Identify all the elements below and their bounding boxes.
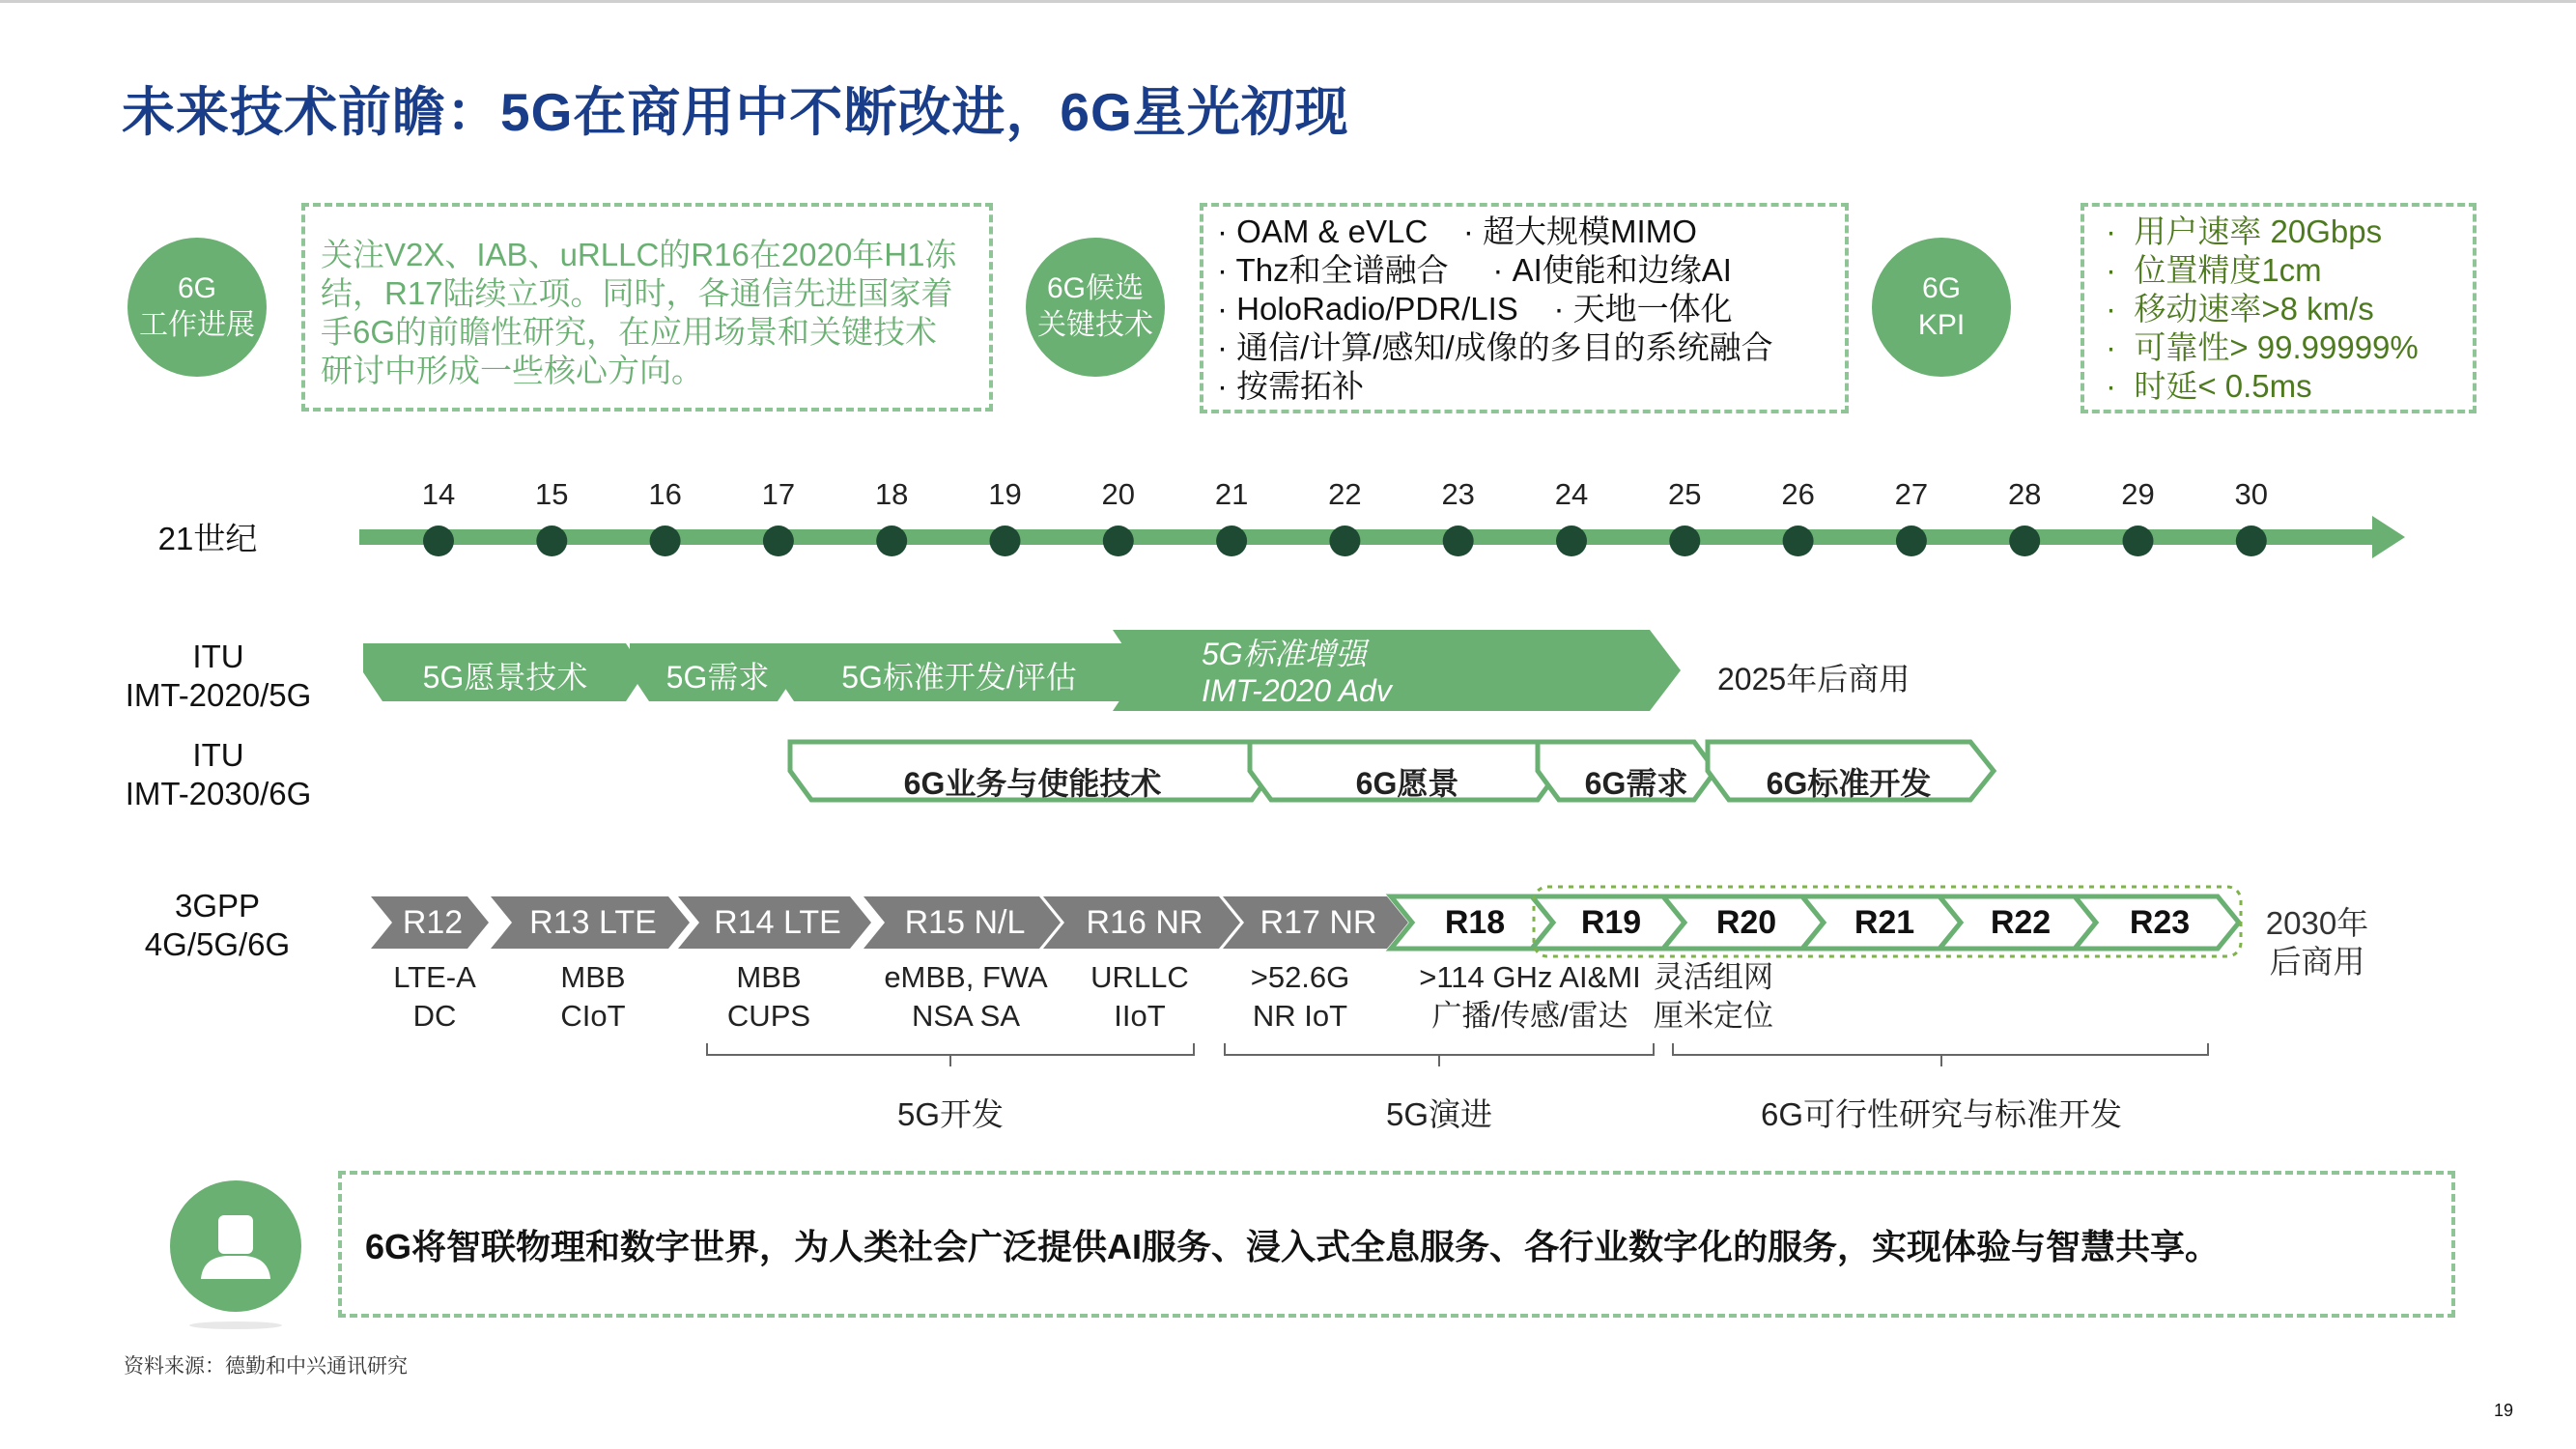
badge-line: 工作进展	[139, 309, 255, 341]
gpp-commercial-note	[2254, 904, 2380, 981]
release-label: R15 N/L	[904, 904, 1026, 941]
person-icon	[170, 1180, 301, 1312]
release-note	[1404, 958, 1656, 1036]
note-line: MBB	[560, 960, 626, 994]
group-label-5g-evolution: 5G演进	[1385, 1096, 1493, 1132]
year-dot	[1896, 526, 1927, 556]
year-dot	[2236, 526, 2267, 556]
phase-label: 5G标准开发/评估	[841, 660, 1077, 695]
year-label: 26	[1781, 477, 1815, 511]
label-line: IMT-2020/5G	[125, 677, 312, 713]
phase-label: 5G需求	[665, 660, 770, 695]
release-label: R19	[1580, 904, 1642, 941]
itu6g-label	[104, 736, 332, 813]
phase-label: 6G标准开发	[1766, 766, 1932, 801]
note-line: MBB	[736, 960, 802, 994]
note-line: >52.6G	[1250, 960, 1350, 994]
itu5g-commercial-note: 2025年后商用	[1717, 662, 1911, 696]
year-label: 16	[648, 477, 682, 511]
phase-line: 5G标准增强	[1202, 637, 1367, 671]
label-line: 3GPP	[174, 888, 261, 923]
year-label: 25	[1668, 477, 1702, 511]
release-note	[348, 958, 522, 1036]
tech-item: · 通信/计算/感知/成像的多目的系统融合	[1217, 329, 1773, 365]
year-label: 18	[874, 477, 909, 511]
year-label: 30	[2234, 477, 2269, 511]
progress-line: 手6G的前瞻性研究，在应用场景和关键技术	[321, 314, 938, 350]
year-label: 17	[761, 477, 796, 511]
year-dot	[2009, 526, 2040, 556]
vision-text: 6G将智联物理和数字世界，为人类社会广泛提供AI服务、浸入式全息服务、各行业数字化的服务，实现体验与智慧共享。	[365, 1226, 2221, 1266]
tech-item: · Thz和全谱融合 · AI使能和边缘AI	[1217, 252, 1732, 288]
badge-line: 关键技术	[1037, 309, 1153, 341]
brace-5g-dev	[707, 1043, 1194, 1066]
phase-label: 6G业务与使能技术	[903, 766, 1162, 801]
label-line: 后商用	[2269, 944, 2365, 980]
year-dot	[650, 526, 681, 556]
year-dot	[1216, 526, 1247, 556]
note-line: URLLC	[1090, 960, 1189, 994]
label-line: ITU	[192, 737, 244, 773]
phase-line: IMT-2020 Adv	[1202, 673, 1392, 708]
brace-5g-evolution	[1225, 1043, 1654, 1066]
year-label: 24	[1554, 477, 1589, 511]
release-note	[682, 958, 856, 1036]
note-line: LTE-A	[393, 960, 476, 994]
label-line: 2030年	[2265, 905, 2369, 941]
year-label: 15	[535, 477, 569, 511]
year-label: 29	[2121, 477, 2155, 511]
progress-line: 关注V2X、IAB、uRLLC的R16在2020年H1冻	[321, 237, 957, 272]
badge-line: 6G	[177, 272, 217, 304]
year-dot	[1329, 526, 1360, 556]
group-label-6g-research: 6G可行性研究与标准开发	[1760, 1096, 2123, 1132]
year-dot	[1103, 526, 1134, 556]
phase-label: 6G需求	[1584, 766, 1688, 801]
phase-label: 6G愿景	[1355, 766, 1459, 801]
year-dot	[1443, 526, 1474, 556]
progress-line: 结，R17陆续立项。同时，各通信先进国家着	[321, 275, 953, 311]
year-label: 20	[1101, 477, 1136, 511]
year-dot	[1556, 526, 1587, 556]
source-note: 资料来源：德勤和中兴通讯研究	[124, 1355, 408, 1378]
badge-line: 6G候选	[1046, 272, 1145, 304]
page-number: 19	[2494, 1401, 2514, 1420]
release-label: R20	[1715, 904, 1777, 941]
release-label: R16 NR	[1086, 904, 1203, 941]
year-label: 19	[988, 477, 1022, 511]
year-dot	[763, 526, 794, 556]
release-note	[1053, 958, 1227, 1036]
label-line: IMT-2030/6G	[125, 776, 312, 811]
kpi-item: · 位置精度1cm	[2106, 252, 2322, 288]
note-line: 广播/传感/雷达	[1431, 999, 1628, 1033]
avatar	[170, 1180, 301, 1312]
year-dot	[536, 526, 567, 556]
year-dot	[1783, 526, 1814, 556]
timeline-arrowhead	[2372, 516, 2405, 558]
note-line: CUPS	[726, 999, 811, 1033]
year-label: 21	[1214, 477, 1249, 511]
note-line: eMBB, FWA	[884, 960, 1048, 994]
year-dot	[2123, 526, 2154, 556]
kpi-item: · 用户速率 20Gbps	[2106, 213, 2383, 249]
note-line: DC	[412, 999, 457, 1033]
year-dot	[990, 526, 1021, 556]
note-line: 灵活组网	[1654, 960, 1773, 994]
note-line: 厘米定位	[1654, 999, 1773, 1033]
release-note	[1654, 958, 1798, 1036]
avatar-shadow	[189, 1321, 282, 1329]
release-label: R21	[1854, 904, 1915, 941]
tech-item: · 按需拓补	[1217, 368, 1365, 404]
year-label: 27	[1894, 477, 1929, 511]
year-dot	[423, 526, 454, 556]
badge-line: 6G	[1921, 272, 1962, 304]
phase-label: 5G愿景技术	[422, 660, 588, 695]
vision-box	[338, 1171, 2455, 1318]
release-label: R23	[2129, 904, 2191, 941]
tech-item: · OAM & eVLC · 超大规模MIMO	[1217, 213, 1697, 249]
note-line: NSA SA	[912, 999, 1020, 1033]
century-label: 21世纪	[157, 521, 258, 556]
itu5g-label	[104, 638, 332, 715]
note-line: NR IoT	[1252, 999, 1348, 1033]
release-label: R18	[1444, 904, 1506, 941]
kpi-item: · 时延< 0.5ms	[2106, 368, 2312, 404]
tech-item: · HoloRadio/PDR/LIS · 天地一体化	[1217, 291, 1733, 327]
release-note	[1213, 958, 1387, 1036]
progress-line: 研讨中形成一些核心方向。	[321, 353, 703, 388]
year-label: 28	[2007, 477, 2042, 511]
year-label: 14	[421, 477, 456, 511]
label-line: ITU	[192, 639, 244, 674]
release-label: R13 LTE	[529, 904, 657, 941]
release-label: R17 NR	[1260, 904, 1377, 941]
release-label: R12	[402, 904, 464, 941]
year-label: 22	[1328, 477, 1362, 511]
label-line: 4G/5G/6G	[144, 926, 291, 962]
group-label-5g-dev: 5G开发	[896, 1096, 1005, 1132]
badge-line: KPI	[1917, 309, 1966, 341]
release-note	[850, 958, 1082, 1036]
kpi-item: · 可靠性> 99.99999%	[2106, 329, 2419, 365]
note-line: >114 GHz AI&MI	[1419, 960, 1641, 994]
release-label: R14 LTE	[714, 904, 841, 941]
release-label: R22	[1990, 904, 2052, 941]
page-title: 未来技术前瞻：5G在商用中不断改进，6G星光初现	[122, 82, 1349, 142]
release-note	[506, 958, 680, 1036]
year-label: 23	[1441, 477, 1475, 511]
year-dot	[1669, 526, 1700, 556]
gpp-label	[106, 887, 328, 964]
phase-label-enhancement	[1202, 636, 1627, 709]
brace-6g-research	[1673, 1043, 2208, 1066]
year-dot	[876, 526, 907, 556]
note-line: CIoT	[560, 999, 626, 1033]
note-line: IIoT	[1114, 999, 1166, 1033]
kpi-item: · 移动速率>8 km/s	[2106, 291, 2374, 327]
